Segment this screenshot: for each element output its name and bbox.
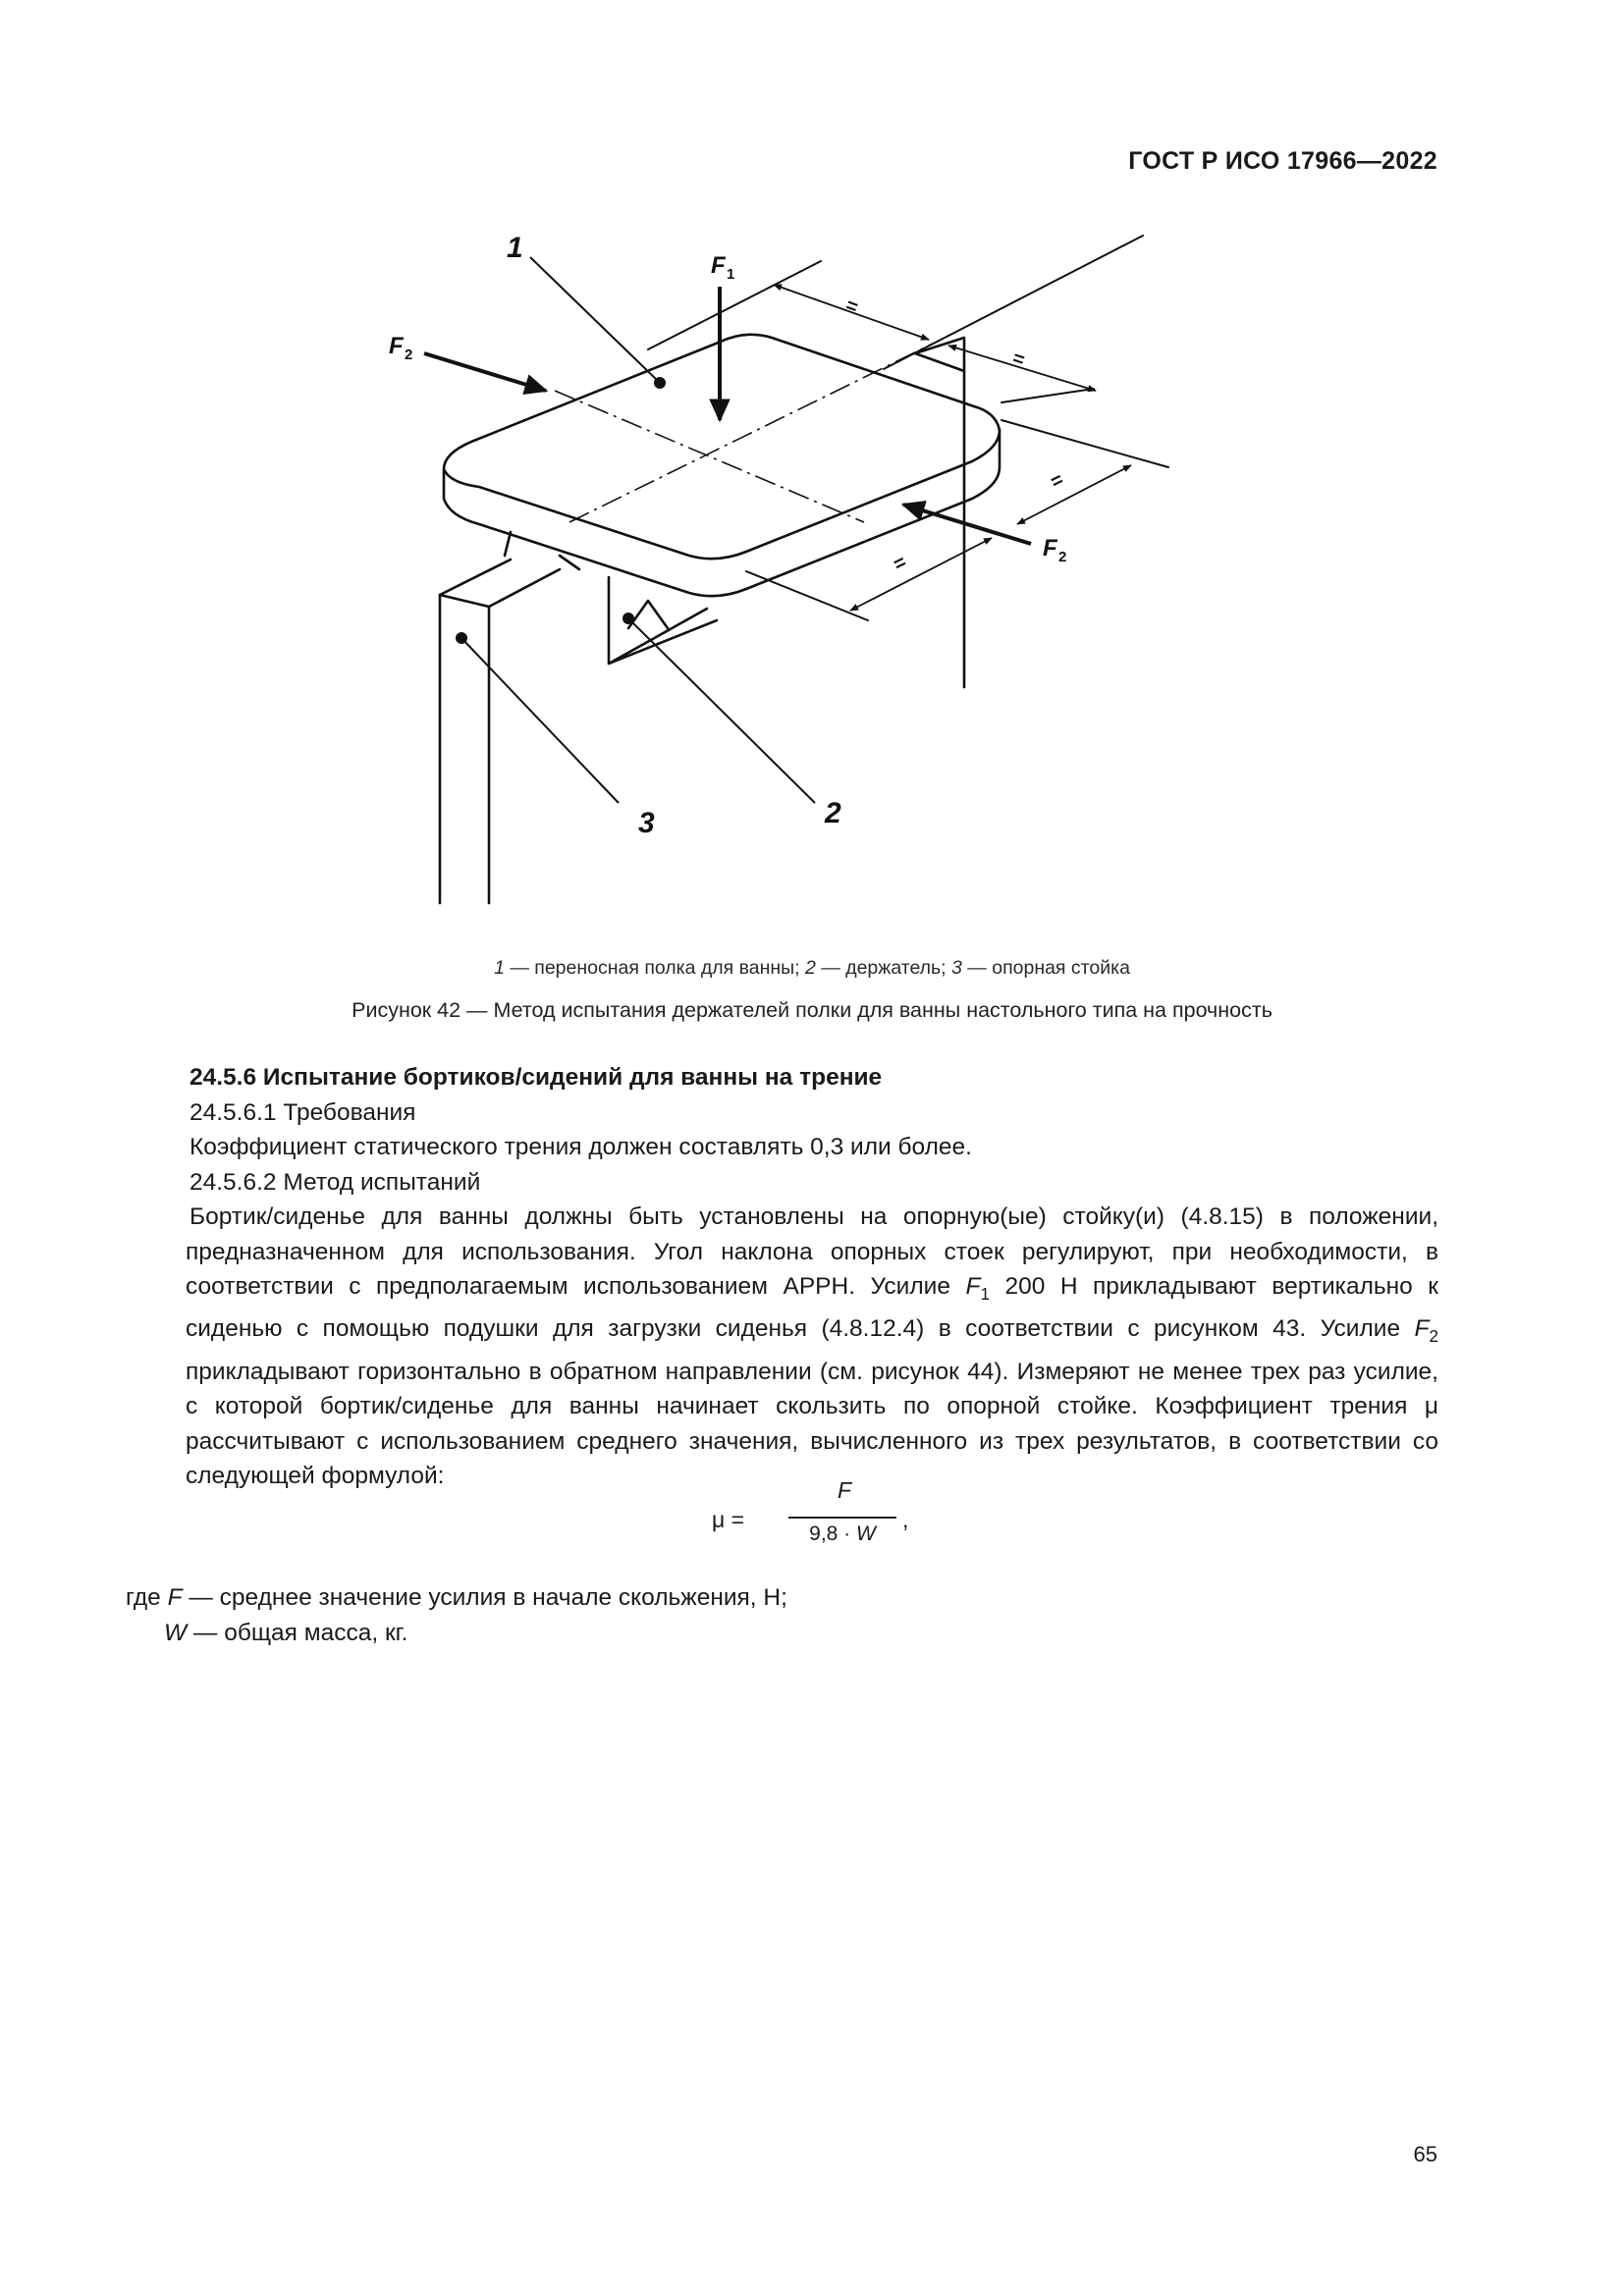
formula-fraction-bar — [788, 1517, 896, 1519]
fig-label-2: 2 — [825, 797, 841, 829]
fig-label-f1-sub: 1 — [727, 266, 735, 283]
where-def-f: — среднее значение усилия в начале скольжения, Н; — [182, 1584, 787, 1611]
formula-comma: , — [902, 1507, 909, 1532]
method-f1-sub: 1 — [980, 1283, 990, 1304]
requirement-text: Коэффициент статического трения должен составлять 0,3 или более. — [189, 1134, 972, 1160]
eq-mark-4: = — [890, 551, 910, 576]
figure-caption: Рисунок 42 — Метод испытания держателей полки для ванны настольного типа на прочность — [352, 998, 1272, 1022]
figure-42-drawing — [0, 0, 1624, 942]
eq-mark-2: = — [1009, 347, 1028, 372]
where-sym-f: F — [167, 1584, 183, 1611]
method-text-d: рассчитывают с использованием среднего значения, вычисленного из трех результатов, в соответствии со следующей формулой: — [186, 1427, 1438, 1490]
method-f1: F — [965, 1273, 981, 1300]
eq-mark-3: = — [1047, 468, 1067, 494]
dot-3 — [456, 632, 467, 644]
method-text-c: прикладывают горизонтально в обратном направлении (см. рисунок 44). Измеряют не менее трех раз усилие, с которой бортик/сиденье для ванны начинает скользить по опорной стойке. Коэффициент трения — [186, 1358, 1438, 1420]
fig-label-f2-left-sub: 2 — [405, 347, 413, 363]
definition-w — [126, 1616, 787, 1651]
method-text-b: 200 Н прикладывают вертикально к сиденью с помощью подушки для загрузки сиденья (4.8.12.4) в соответствии с рисунком 43. Усилие — [186, 1273, 1438, 1343]
method-paragraph — [186, 1200, 1438, 1494]
legend-num-1: 1 — [494, 957, 505, 979]
method-f2-sub: 2 — [1429, 1326, 1438, 1347]
page-number: 65 — [1413, 2142, 1437, 2166]
where-sym-w: W — [164, 1620, 188, 1646]
legend-text-3: — опорная стойка — [961, 957, 1130, 979]
definition-f — [126, 1580, 787, 1616]
section-heading: 24.5.6 Испытание бортиков/сидений для ванны на трение — [189, 1064, 883, 1091]
formula-denominator — [788, 1522, 896, 1546]
section-content — [186, 1060, 1438, 1494]
friction-formula — [702, 1477, 957, 1566]
formula-den-a: 9,8 · — [809, 1522, 857, 1545]
legend-text-1: — переносная полка для ванны; — [504, 957, 806, 979]
formula-numerator: F — [837, 1477, 852, 1503]
method-mu: μ — [1424, 1393, 1438, 1420]
symbol-definitions — [126, 1580, 787, 1651]
dot-1 — [654, 377, 666, 389]
fig-label-f2-right: F — [1043, 535, 1057, 561]
fig-label-f1: F — [711, 252, 726, 279]
fig-label-3: 3 — [638, 807, 655, 839]
dot-2 — [623, 613, 634, 624]
legend-num-2: 2 — [805, 957, 816, 979]
eq-mark-1: = — [842, 294, 861, 319]
method-text-a: Бортик/сиденье для ванны должны быть установлены на опорную(ые) стойку(и) (4.8.15) в положении, предназначенном для использования. Угол наклона опорных стоек регулируют, при необходимости, в соответствии с предполагаемым использованием АРРН. Усилие — [186, 1203, 1438, 1300]
figure-legend — [0, 957, 1624, 980]
where-def-w: — общая масса, кг. — [187, 1620, 408, 1646]
where-prefix: где — [126, 1584, 168, 1611]
fig-label-f2-left: F — [389, 333, 404, 359]
legend-num-3: 3 — [951, 957, 962, 979]
subsection-2: 24.5.6.2 Метод испытаний — [189, 1168, 481, 1196]
subsection-1: 24.5.6.1 Требования — [189, 1098, 416, 1126]
document-header: ГОСТ Р ИСО 17966—2022 — [1128, 147, 1437, 175]
legend-text-2: — держатель; — [815, 957, 952, 979]
formula-den-w: W — [856, 1522, 876, 1545]
method-f2: F — [1414, 1315, 1430, 1343]
fig-label-f2-right-sub: 2 — [1058, 549, 1067, 565]
fig-label-1: 1 — [507, 232, 523, 264]
formula-lhs: μ = — [712, 1507, 745, 1532]
